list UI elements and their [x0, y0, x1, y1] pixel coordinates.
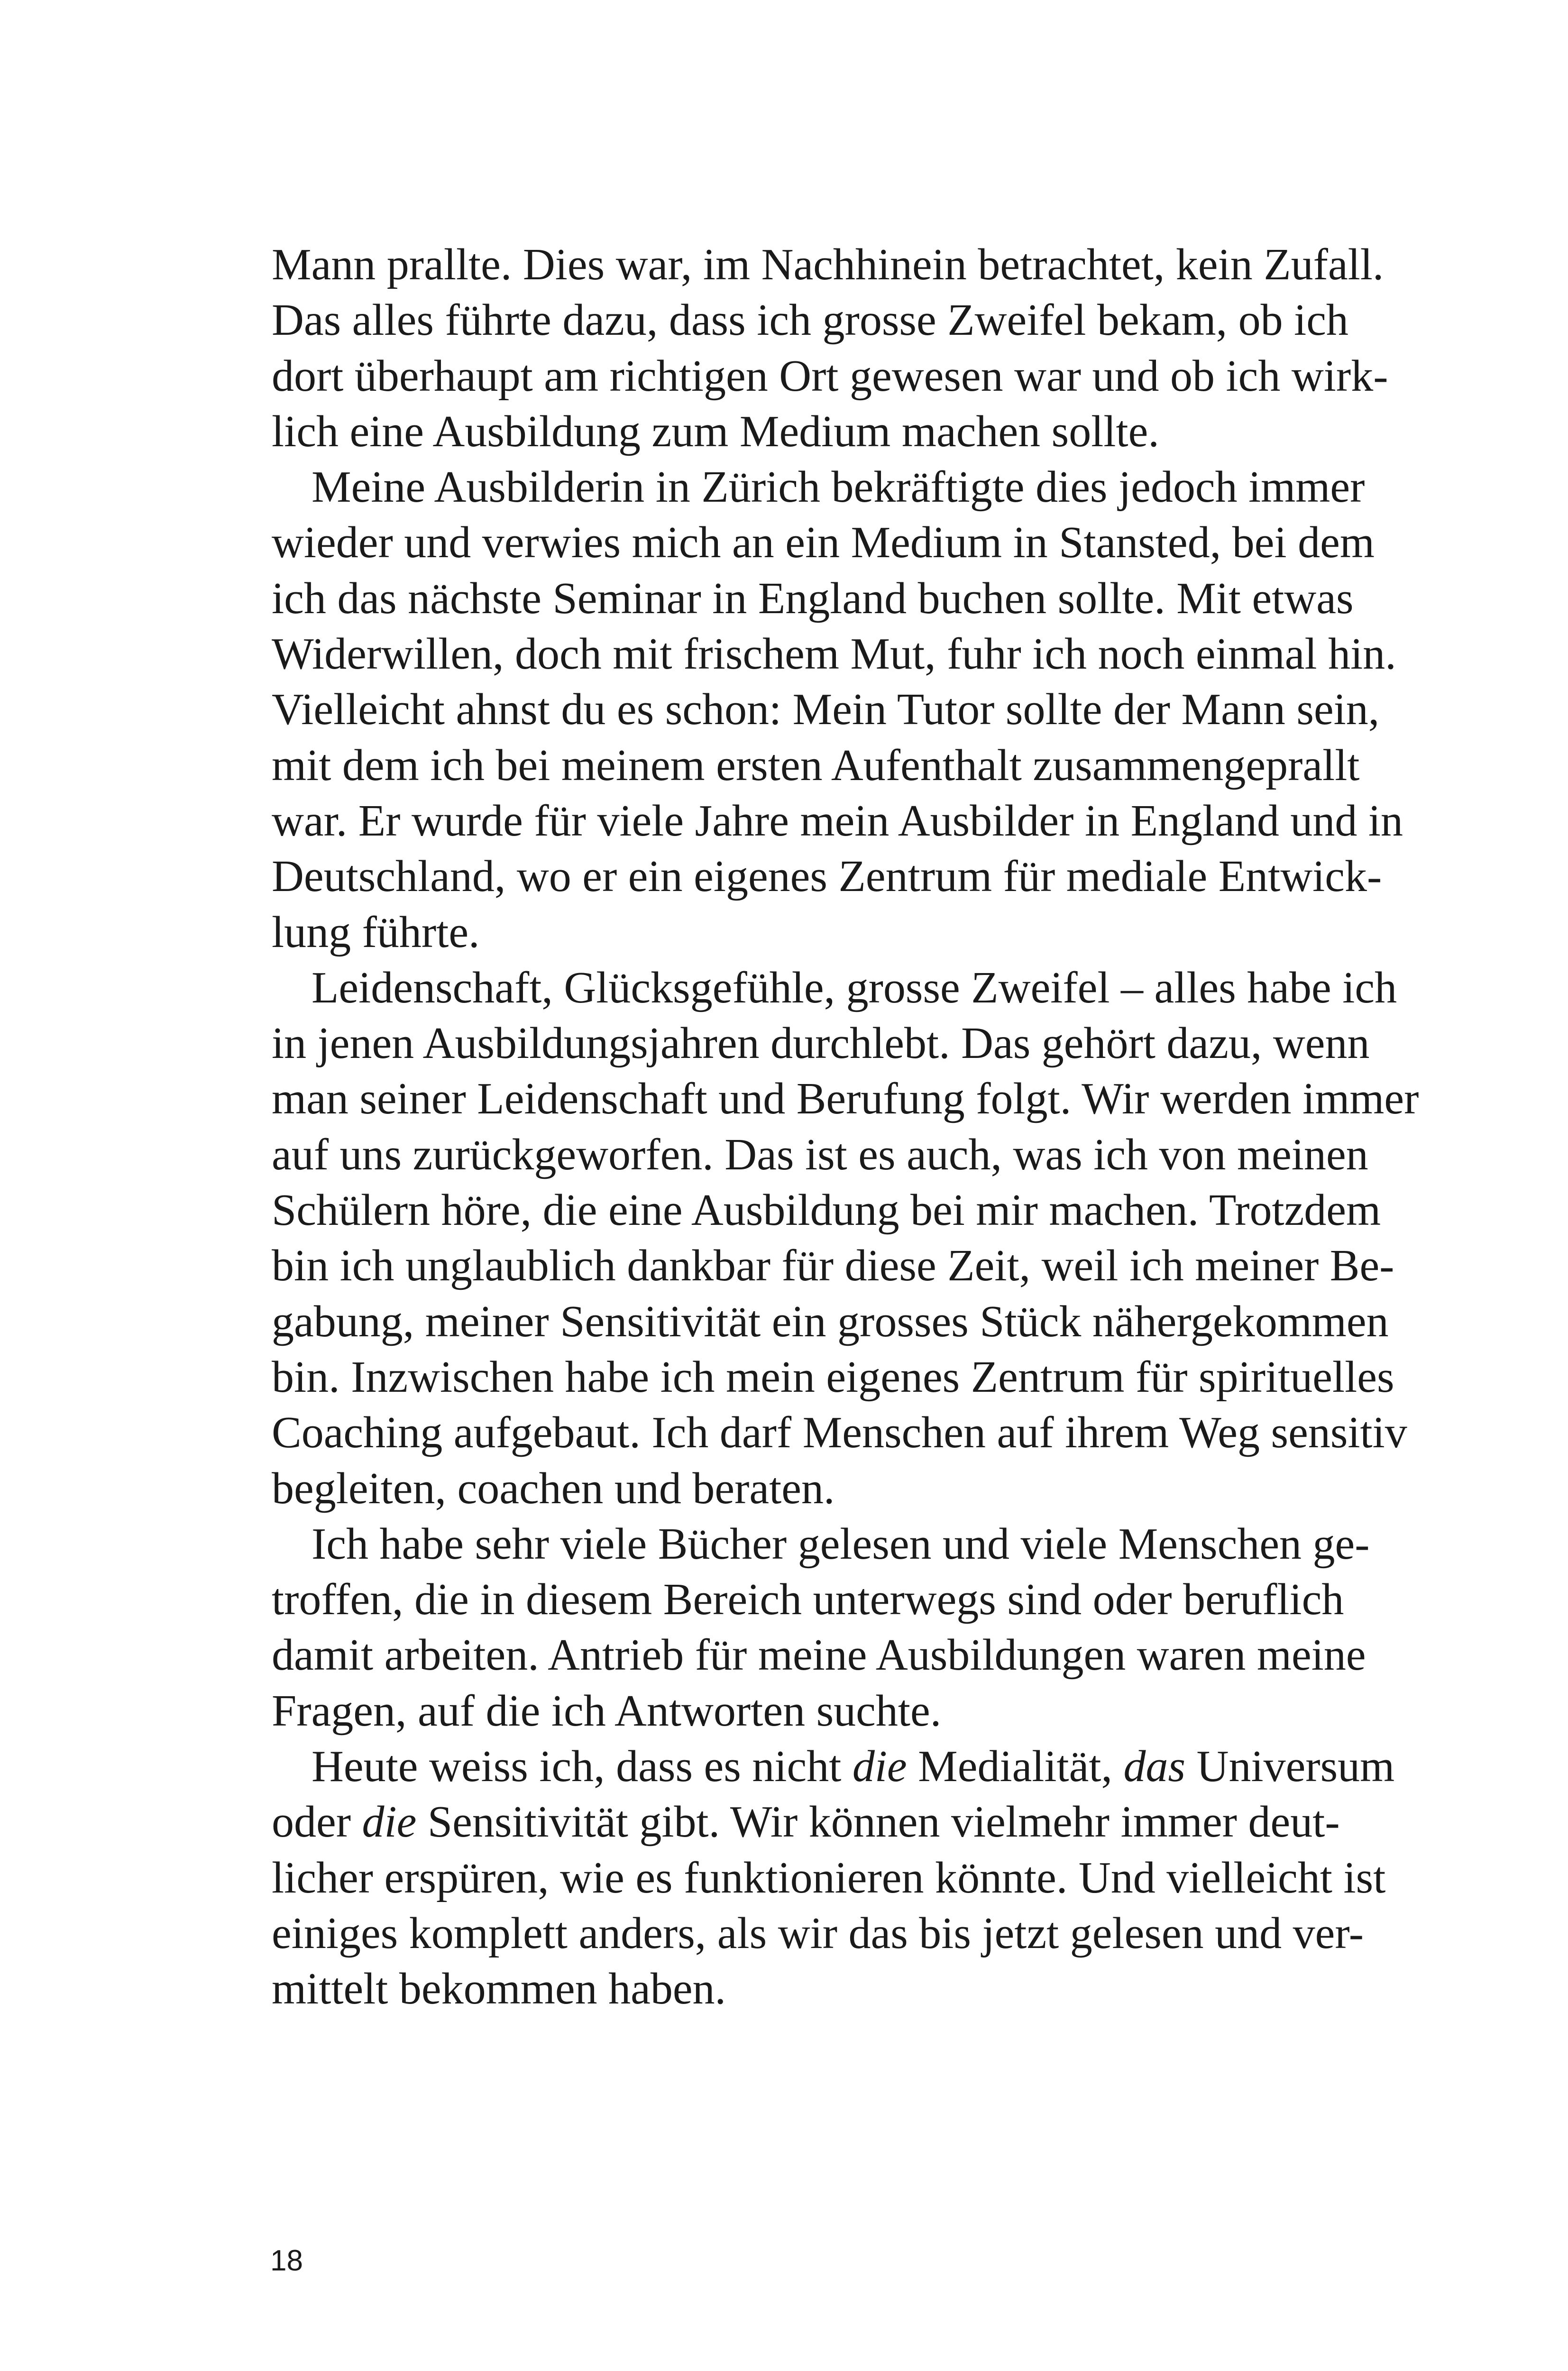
text-line [272, 1739, 1395, 1794]
text-line: war. Er wurde für viele Jahre mein Ausbilder in England und in [272, 796, 1403, 845]
text-line: ich das nächste Seminar in England buchen sollte. Mit etwas [272, 573, 1354, 623]
text-line: gabung, meiner Sensitivität ein grosses Stück nähergekommen [272, 1296, 1389, 1346]
text-line: mittelt bekommen haben. [272, 1964, 726, 2014]
text-line: troffen, die in diesem Bereich unterwegs sind oder beruflich [272, 1575, 1344, 1625]
text-line: Ich habe sehr viele Bücher gelesen und viele Menschen ge- [312, 1519, 1370, 1569]
text-line: lich eine Ausbildung zum Medium machen sollte. [272, 406, 1159, 456]
text-run: Medialität, [907, 1742, 1124, 1792]
emphasis-text: die [362, 1797, 417, 1847]
body-text [272, 237, 1419, 2017]
text-line: in jenen Ausbildungsjahren durchlebt. Das gehört dazu, wenn [272, 1019, 1370, 1068]
text-line: lung führte. [272, 907, 480, 957]
text-line: wieder und verwies mich an ein Medium in Stansted, bei dem [272, 518, 1375, 568]
text-line: begleiten, coachen und beraten. [272, 1463, 835, 1513]
text-line: dort überhaupt am richtigen Ort gewesen war und ob ich wirk- [272, 351, 1388, 401]
text-line: damit arbeiten. Antrieb für meine Ausbildungen waren meine [272, 1630, 1366, 1680]
text-line: Vielleicht ahnst du es schon: Mein Tutor sollte der Mann sein, [272, 685, 1380, 735]
text-line: Fragen, auf die ich Antworten suchte. [272, 1686, 942, 1736]
page-number: 18 [270, 2244, 303, 2277]
text-line: Meine Ausbilderin in Zürich bekräftigte dies jedoch immer [312, 462, 1365, 512]
text-line: Leidenschaft, Glücksgefühle, grosse Zweifel – alles habe ich [312, 963, 1397, 1012]
emphasis-text: die [852, 1742, 907, 1792]
text-line: Schülern höre, die eine Ausbildung bei mir machen. Trotzdem [272, 1186, 1381, 1235]
text-line: auf uns zurückgeworfen. Das ist es auch, was ich von meinen [272, 1130, 1368, 1179]
text-line: einiges komplett anders, als wir das bis jetzt gelesen und ver- [272, 1908, 1364, 1958]
text-line: Coaching aufgebaut. Ich darf Menschen auf ihrem Weg sensitiv [272, 1408, 1407, 1458]
text-line: mit dem ich bei meinem ersten Aufenthalt zusammengeprallt [272, 740, 1360, 790]
text-line: Widerwillen, doch mit frischem Mut, fuhr ich noch einmal hin. [272, 629, 1396, 679]
text-run: Sensitivität gibt. Wir können vielmehr immer deut- [416, 1797, 1340, 1847]
text-line: Mann prallte. Dies war, im Nachhinein betrachtet, kein Zufall. [272, 240, 1384, 289]
text-line: bin ich unglaublich dankbar für diese Zeit, weil ich meiner Be- [272, 1241, 1394, 1291]
emphasis-text: das [1123, 1742, 1186, 1792]
text-line: Das alles führte dazu, dass ich grosse Zweifel bekam, ob ich [272, 295, 1348, 345]
text-line: licher erspüren, wie es funktionieren könnte. Und vielleicht ist [272, 1853, 1386, 1902]
text-line: bin. Inzwischen habe ich mein eigenes Zentrum für spirituelles [272, 1352, 1394, 1402]
text-run: oder [272, 1797, 362, 1847]
text-run: Heute weiss ich, dass es nicht [312, 1742, 853, 1792]
text-line: man seiner Leidenschaft und Berufung folgt. Wir werden immer [272, 1074, 1419, 1124]
text-line: Deutschland, wo er ein eigenes Zentrum für mediale Entwick- [272, 852, 1382, 901]
text-run: Universum [1185, 1742, 1395, 1792]
text-line [272, 1794, 1340, 1850]
